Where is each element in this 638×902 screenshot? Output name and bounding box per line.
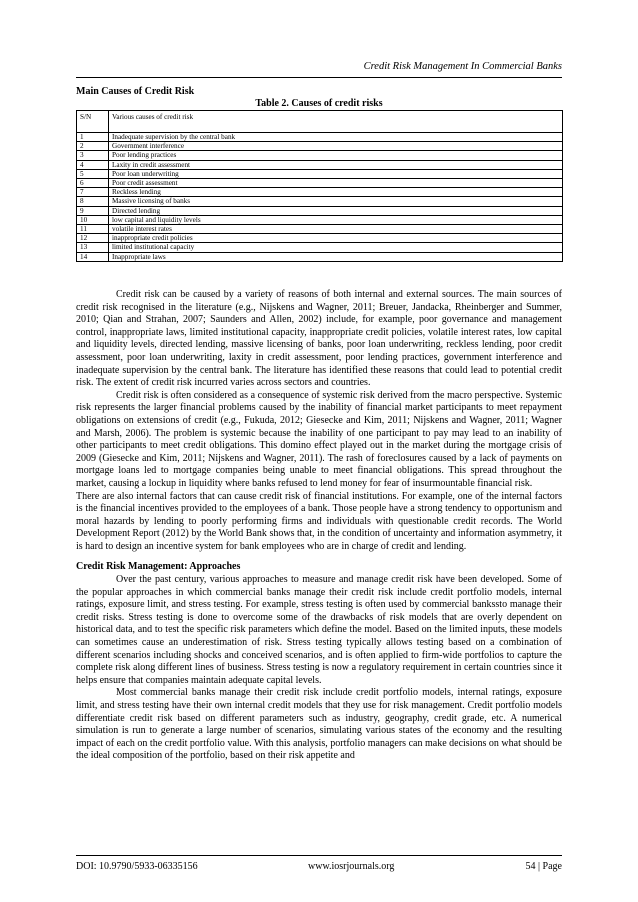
table-caption: Table 2. Causes of credit risks [255, 98, 383, 109]
table-row [77, 151, 563, 160]
running-header: Credit Risk Management In Commercial Banks [363, 61, 562, 72]
section-title: Main Causes of Credit Risk [76, 86, 195, 97]
table-row [77, 169, 563, 178]
cell-cause: Poor loan underwriting [109, 169, 563, 178]
cell-cause: Inappropriate laws [109, 252, 563, 261]
paragraph: Over the past century, various approaches to measure and manage credit risk have been developed. Some of the popular approaches in which commercial banks manage their credit risk include credit portfolio models, internal ratings, exposure limit, and stress testing. For example, stress testing is often used by commercial bankssto manage their credit risks. Stress testing is done to overcome some of the drawbacks of risk models that are overly dependent on historical data, and to test the specific risk parameters which define the model. Based on the limited inputs, these models can sometimes cause an underestimation of risk. Stress testing typically allows testing based on a combination of different scenarios including shocks and conceived scenarios, and is often applied to firm-wide portfolios to capture the complete risk along different lines of business. Stress testing is now a regulatory requirement in certain countries since it helps ensure that companies maintain adequate capital levels. [76, 574, 562, 686]
cell-sn: 4 [77, 160, 109, 169]
table-row [77, 206, 563, 215]
cell-sn: 6 [77, 179, 109, 188]
column-header-cause: Various causes of credit risk [109, 111, 563, 133]
cell-cause: Poor credit assessment [109, 179, 563, 188]
cell-cause: volatile interest rates [109, 225, 563, 234]
column-header-sn: S/N [77, 111, 109, 133]
header-rule [76, 77, 562, 78]
table-row [77, 225, 563, 234]
body-text [76, 289, 562, 763]
cell-sn: 13 [77, 243, 109, 252]
cell-cause: Laxity in credit assessment [109, 160, 563, 169]
cell-cause: Massive licensing of banks [109, 197, 563, 206]
cell-sn: 11 [77, 225, 109, 234]
table-row [77, 252, 563, 261]
cell-sn: 5 [77, 169, 109, 178]
causes-table [76, 110, 563, 262]
table-row [77, 197, 563, 206]
table-row [77, 160, 563, 169]
table-row [77, 243, 563, 252]
footer-rule [76, 855, 562, 856]
cell-cause: inappropriate credit policies [109, 234, 563, 243]
cell-cause: Reckless lending [109, 188, 563, 197]
cell-cause: limited institutional capacity [109, 243, 563, 252]
table-row [77, 142, 563, 151]
cell-sn: 14 [77, 252, 109, 261]
paragraph: Most commercial banks manage their credit risk include credit portfolio models, internal ratings, exposure limit, and stress testing have their own internal credit models that they use for risk management. Credit portfolio models differentiate credit risk based on different parameters such as industry, geography, credit grade, etc. A numerical simulation is run to generate a large number of scenarios, simulating various states of the economy and the resulting impact of each on the credit portfolio value. With this analysis, portfolio managers can make decisions on what should be the ideal composition of the portfolio, based on their risk appetite and [76, 687, 562, 762]
cell-cause: Poor lending practices [109, 151, 563, 160]
cell-sn: 3 [77, 151, 109, 160]
cell-sn: 12 [77, 234, 109, 243]
cell-sn: 8 [77, 197, 109, 206]
paragraph: Credit risk can be caused by a variety of reasons of both internal and external sources. The main sources of credit risk recognised in the literature (e.g., Nijskens and Wagner, 2011; Breuer, Jandacka, Rheinberger and Summer, 2010; Qian and Strahan, 2007; Saunders and Allen, 2002) include, for example, poor governance and management control, inappropriate laws, limited institutional capacity, inappropriate credit policies, volatile interest rates, low capital and liquidity levels, directed lending, massive licensing of banks, poor loan underwriting, reckless lending, poor credit assessment, poor loan underwriting, laxity in credit assessment, poor lending practices, government interference and inadequate supervision by the central bank. The literature has identified these reasons that could lead to potential credit risk. The extent of credit risk incurred varies across sectors and countries. [76, 289, 562, 389]
footer-website-link[interactable]: www.iosrjournals.org [308, 861, 395, 872]
cell-cause: low capital and liquidity levels [109, 215, 563, 224]
cell-cause: Inadequate supervision by the central bank [109, 133, 563, 142]
cell-sn: 10 [77, 215, 109, 224]
cell-sn: 2 [77, 142, 109, 151]
footer-page-number: 54 | Page [525, 861, 562, 872]
table-row [77, 133, 563, 142]
table-row [77, 188, 563, 197]
paragraph: There are also internal factors that can cause credit risk of financial institutions. For example, one of the internal factors is the financial incentives provided to the employees of a bank. Those people have a strong tendency to opportunism and moral hazards by lending to poorly performing firms and individuals with questionable credit records. The World Development Report (2012) by the World Bank shows that, in the condition of uncertainty and information asymmetry, it is hard to design an incentive system for bank employees who are in charge of credit and lending. [76, 490, 562, 552]
cell-cause: Directed lending [109, 206, 563, 215]
cell-sn: 7 [77, 188, 109, 197]
table-body [77, 133, 563, 262]
table-row [77, 215, 563, 224]
cell-sn: 9 [77, 206, 109, 215]
table-row [77, 234, 563, 243]
table-row [77, 179, 563, 188]
table-header-row [77, 111, 563, 133]
footer-doi: DOI: 10.9790/5933-06335156 [76, 861, 198, 872]
section-heading: Credit Risk Management: Approaches [76, 561, 241, 573]
cell-sn: 1 [77, 133, 109, 142]
paragraph: Credit risk is often considered as a consequence of systemic risk derived from the macro perspective. Systemic risk represents the larger financial problems caused by the inability of financial market participants to meet repayment obligations on extensions of credit (e.g., Fukuda, 2012; Giesecke and Kim, 2011; Nijskens and Wagner, 2011; Wagner and Marsh, 2006). The problem is systemic because the inability of one participant to pay may lead to an inability of other participants to meet credit obligations. This domino effect played out in the market during the mortgage crisis of 2009 (Giesecke and Kim, 2011; Nijskens and Wagner, 2011). The rash of foreclosures caused by a lack of payments on mortgage loans led to mortgage companies being unable to meet financial obligations. This spread throughout the market, causing a lockup in liquidity where banks refused to lend money for fear of insurmountable financial risk. [76, 389, 562, 489]
cell-cause: Government interference [109, 142, 563, 151]
